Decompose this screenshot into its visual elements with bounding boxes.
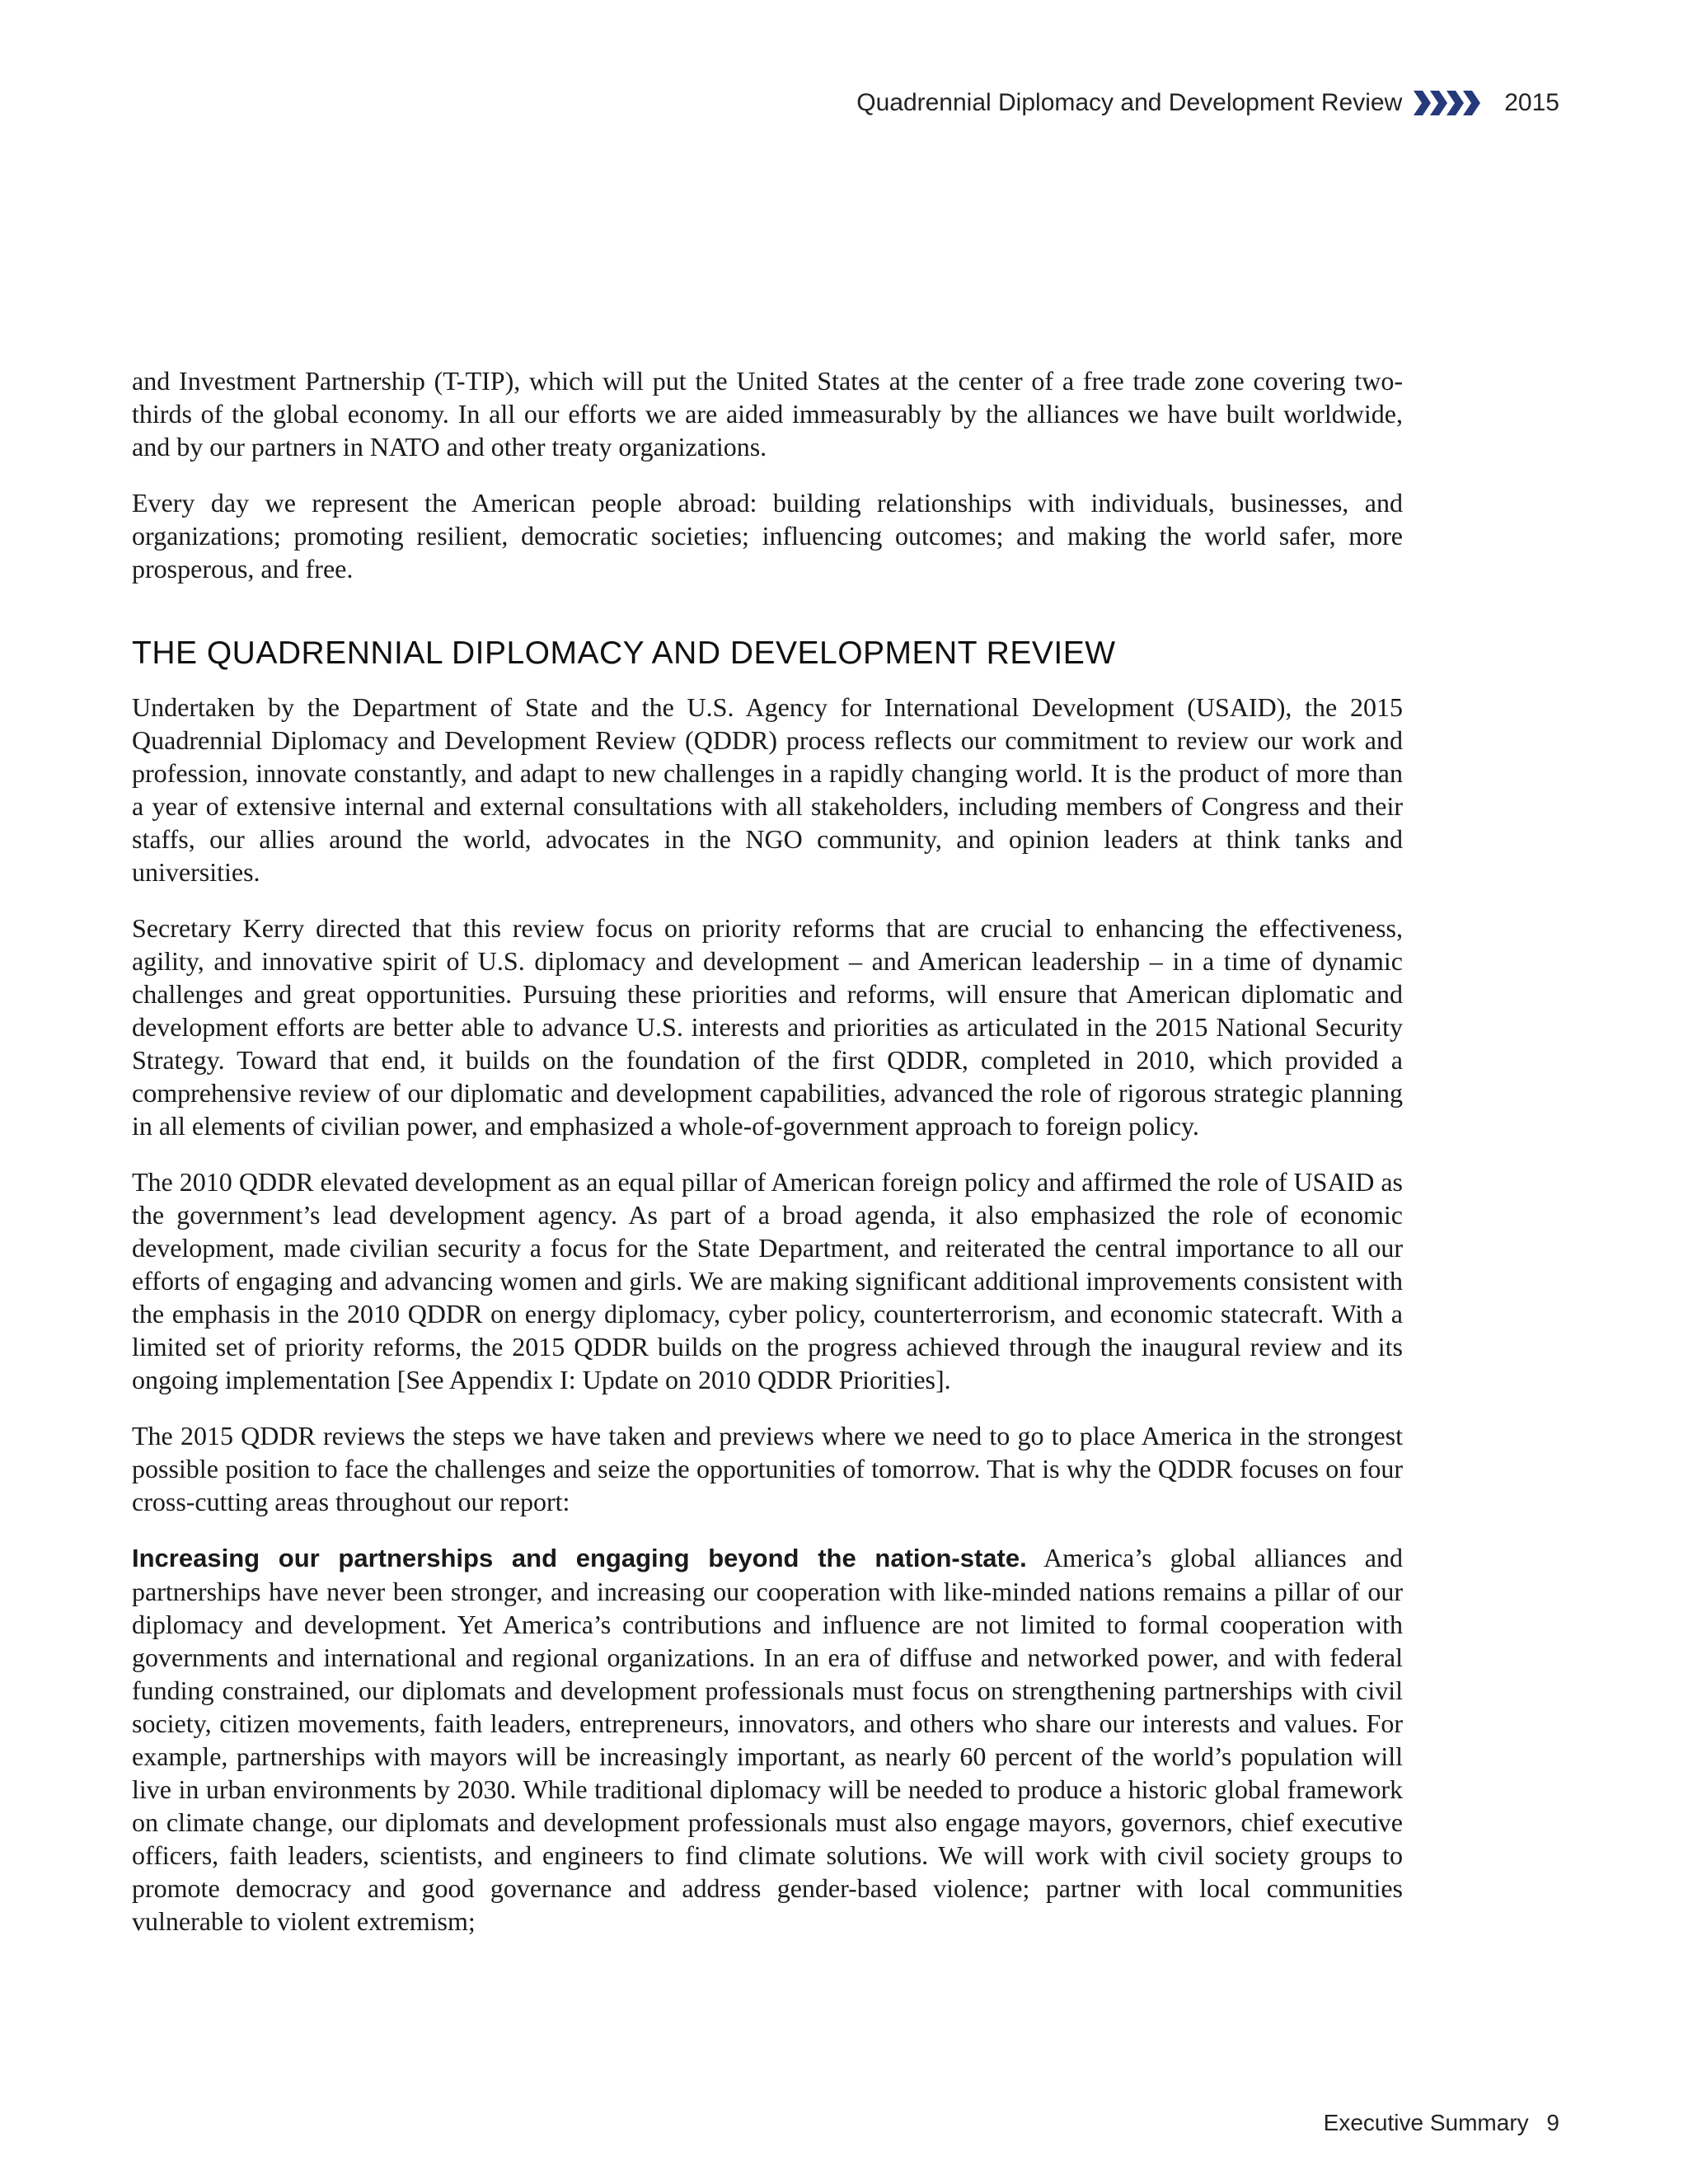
paragraph-lead-in: Increasing our partnerships and engaging beyond the nation-state. xyxy=(132,1544,1027,1572)
header-title: Quadrennial Diplomacy and Development Review xyxy=(856,89,1403,116)
paragraph: The 2010 QDDR elevated development as an equal pillar of American foreign policy and affirmed the role of USAID as the government’s lead development agency. As part of a broad agenda, it also emphasized the role of economic development, made civilian security a focus for the State Department, and reiterated the central importance to all our efforts of engaging and advancing women and girls. We are making significant additional improvements consistent with the emphasis in the 2010 QDDR on energy diplomacy, cyber policy, counterterrorism, and economic statecraft. With a limited set of priority reforms, the 2015 QDDR builds on the progress achieved through the inaugural review and its ongoing implementation [See Appendix I: Update on 2010 QDDR Priorities]. xyxy=(132,1167,1403,1394)
section-heading: THE QUADRENNIAL DIPLOMACY AND DEVELOPMENT REVIEW xyxy=(132,635,1116,671)
paragraph: Secretary Kerry directed that this review focus on priority reforms that are crucial to enhancing the effectiveness, agility, and innovative spirit of U.S. diplomacy and development – and American leadership – in a time of dynamic challenges and great opportunities. Pursuing these priorities and reforms, will ensure that American diplomatic and development efforts are better able to advance U.S. interests and priorities as articulated in the 2015 National Security Strategy. Toward that end, it builds on the foundation of the first QDDR, completed in 2010, which provided a comprehensive review of our diplomatic and development capabilities, advanced the role of rigorous strategic planning in all elements of civilian power, and emphasized a whole-of-government approach to foreign policy. xyxy=(132,913,1403,1141)
quadruple-chevron-right-icon xyxy=(1414,91,1483,115)
running-footer xyxy=(1324,2110,1559,2136)
document-body xyxy=(132,364,1403,1961)
paragraph: The 2015 QDDR reviews the steps we have taken and previews where we need to go to place America in the strongest possible position to face the challenges and seize the opportunities of tomorrow. That is why the QDDR focuses on four cross-cutting areas throughout our report: xyxy=(132,1421,1403,1516)
running-header xyxy=(856,89,1559,117)
paragraph-text: America’s global alliances and partnerships have never been stronger, and increasing our cooperation with like-minded nations remains a pillar of our diplomacy and development. Yet America’s contributions and influence are not limited to formal cooperation with governments and international and regional organizations. In an era of diffuse and networked power, and with federal funding constrained, our diplomats and development professionals must focus on strengthening partnerships with civil society, citizen movements, faith leaders, entrepreneurs, innovators, and others who share our interests and values. For example, partnerships with mayors will be increasingly important, as nearly 60 percent of the world’s population will live in urban environments by 2030. While traditional diplomacy will be needed to produce a historic global framework on climate change, our diplomats and development professionals must also engage mayors, governors, chief executive officers, faith leaders, scientists, and engineers to find climate solutions. We will work with civil society groups to promote democracy and good governance and address gender-based violence; partner with local communities vulnerable to violent extremism; xyxy=(132,1543,1404,1936)
paragraph-with-lead xyxy=(132,1541,1403,1938)
paragraph: Every day we represent the American people abroad: building relationships with individuals, businesses, and organizations; promoting resilient, democratic societies; influencing outcomes; and making the world safer, more prosperous, and free. xyxy=(132,488,1403,583)
paragraph: and Investment Partnership (T-TIP), which will put the United States at the center of a free trade zone covering two-thirds of the global economy. In all our efforts we are aided immeasurably by the alliances we have built worldwide, and by our partners in NATO and other treaty organizations. xyxy=(132,366,1403,462)
paragraph: Undertaken by the Department of State and the U.S. Agency for International Development (USAID), the 2015 Quadrennial Diplomacy and Development Review (QDDR) process reflects our commitment to review our work and profession, innovate constantly, and adapt to new challenges in a rapidly changing world. It is the product of more than a year of extensive internal and external consultations with all stakeholders, including members of Congress and their staffs, our allies around the world, advocates in the NGO community, and opinion leaders at think tanks and universities. xyxy=(132,692,1403,887)
page-number: 9 xyxy=(1546,2110,1559,2135)
footer-section: Executive Summary xyxy=(1323,2110,1529,2135)
header-year: 2015 xyxy=(1504,89,1559,116)
